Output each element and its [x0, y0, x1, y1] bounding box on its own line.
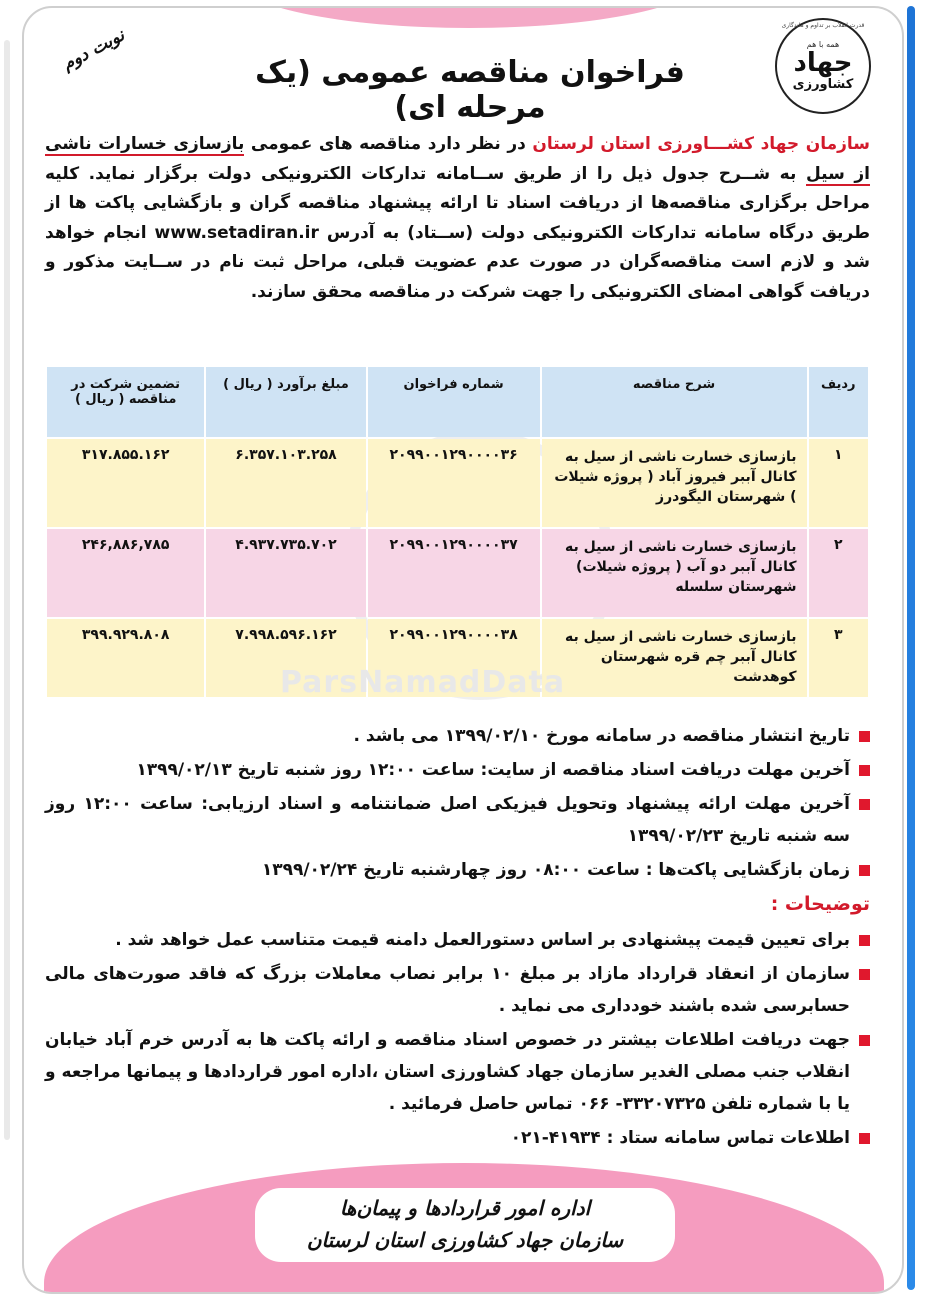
cell-number: ۲۰۹۹۰۰۱۲۹۰۰۰۰۳۸ — [368, 619, 540, 697]
cell-guarantee: ۳۱۷.۸۵۵.۱۶۲ — [47, 439, 204, 527]
left-edge-stripe — [4, 40, 10, 1140]
cell-desc: بازسازی خسارت ناشی از سیل به کانال آببر چم قره شهرستان کوهدشت — [542, 619, 807, 697]
cell-desc: بازسازی خسارت ناشی از سیل به کانال آببر فیروز آباد ( پروژه شیلات ) شهرستان الیگودرز — [542, 439, 807, 527]
notes-heading: توضیحات : — [770, 893, 870, 915]
bullet-icon — [859, 935, 870, 946]
header-guarantee: تضمین شرکت در مناقصه ( ریال ) — [47, 367, 204, 437]
logo-slogan: همه با هم — [806, 40, 840, 49]
note-text: جهت دریافت اطلاعات بیشتر در خصوص اسناد مناقصه و ارائه پاکت ها به آدرس خرم آباد خیابان انقلاب جنب مصلی الغدیر سازمان جهاد کشاورزی استان ،اداره امور قراردادها و پیمانها مراجعه و یا با شماره تلفن ۳۳۲۰۷۳۲۵- ۰۶۶ تماس حاصل فرمائید . — [45, 1030, 850, 1114]
date-text: آخرین مهلت ارائه پیشنهاد وتحویل فیزیکی اصل ضمانتنامه و اسناد ارزیابی: ساعت ۱۲:۰۰ روز سه شنبه تاریخ ۱۳۹۹/۰۲/۲۳ — [45, 794, 850, 846]
right-edge-stripe — [907, 6, 915, 1290]
details-section — [45, 720, 870, 1156]
header-idx: ردیف — [809, 367, 868, 437]
intro-text-a: در نظر دارد مناقصه های عمومی — [244, 134, 533, 154]
org-name: سازمان جهاد کشـــاورزی استان لرستان — [532, 134, 870, 154]
date-item — [45, 754, 870, 786]
table-header-row — [47, 367, 868, 437]
intro-paragraph — [45, 130, 870, 307]
logo-word1: جهاد — [793, 48, 853, 78]
footer-signature — [255, 1188, 675, 1262]
cell-number: ۲۰۹۹۰۰۱۲۹۰۰۰۰۳۷ — [368, 529, 540, 617]
logo-word2: کشاورزی — [792, 77, 854, 92]
bullet-icon — [859, 969, 870, 980]
bullet-icon — [859, 1133, 870, 1144]
note-text: اطلاعات تماس سامانه ستاد : ۴۱۹۳۴-۰۲۱ — [510, 1128, 850, 1148]
cell-idx: ۲ — [809, 529, 868, 617]
bullet-icon — [859, 765, 870, 776]
table-row — [47, 529, 868, 617]
cell-guarantee: ۲۴۶,۸۸۶,۷۸۵ — [47, 529, 204, 617]
header-number: شماره فراخوان — [368, 367, 540, 437]
jahad-logo — [775, 18, 871, 114]
cell-amount: ۴.۹۳۷.۷۳۵.۷۰۲ — [206, 529, 365, 617]
date-text: آخرین مهلت دریافت اسناد مناقصه از سایت: ساعت ۱۲:۰۰ روز شنبه تاریخ ۱۳۹۹/۰۲/۱۳ — [136, 760, 850, 780]
note-text: برای تعیین قیمت پیشنهادی بر اساس دستورالعمل دامنه قیمت متناسب عمل خواهد شد . — [115, 930, 850, 950]
footer-line1: اداره امور قراردادها و پیمان‌ها — [339, 1196, 591, 1220]
date-text: تاریخ انتشار مناقصه در سامانه مورخ ۱۳۹۹/۰۲/۱۰ می باشد . — [353, 726, 850, 746]
cell-idx: ۳ — [809, 619, 868, 697]
bullet-icon — [859, 799, 870, 810]
date-item — [45, 720, 870, 752]
cell-amount: ۶.۳۵۷.۱۰۳.۲۵۸ — [206, 439, 365, 527]
intro-topic: بازسازی خسارات ناشی از سیل — [45, 134, 871, 184]
date-item — [45, 788, 870, 852]
note-item — [45, 1024, 870, 1120]
note-text: سازمان از انعقاد قرارداد مازاد بر مبلغ ۱۰ برابر نصاب معاملات بزرگ که فاقد صورت‌های مالی حسابرسی شده باشند خودداری می نماید . — [45, 964, 850, 1016]
table-row — [47, 439, 868, 527]
note-item — [45, 958, 870, 1022]
round-label: نوبت دوم — [59, 25, 128, 75]
cell-idx: ۱ — [809, 439, 868, 527]
header-amount: مبلغ برآورد ( ریال ) — [206, 367, 365, 437]
note-item — [45, 924, 870, 956]
date-item — [45, 854, 870, 886]
top-decoration — [234, 6, 704, 28]
bullet-icon — [859, 731, 870, 742]
cell-amount: ۷.۹۹۸.۵۹۶.۱۶۲ — [206, 619, 365, 697]
cell-desc: بازسازی خسارت ناشی از سیل به کانال آببر دو آب ( پروژه شیلات) شهرستان سلسله — [542, 529, 807, 617]
cell-guarantee: ۳۹۹.۹۲۹.۸۰۸ — [47, 619, 204, 697]
cell-number: ۲۰۹۹۰۰۱۲۹۰۰۰۰۳۶ — [368, 439, 540, 527]
tender-table — [45, 365, 870, 699]
logo-arc-text: قدرت انقلاب بر تداوم و ماندگاری — [781, 22, 865, 29]
intro-text-b: به شــرح جدول ذیل را از طریق ســامانه تدارکات الکترونیکی دولت برگزار نماید. کلیه مراحل برگزاری مناقصه‌ها از دریافت اسناد تا ارائه پیشنهاد مناقصه گران و بازگشایی پاکت ها از طریق درگاه سامانه تدارکات الکترونیکی دولت (ســتاد) به آدرس www.setadiran.ir انجام خواهد شد و لازم است مناقصه‌گران در صورت عدم عضویت قبلی، مراحل ثبت نام در ســایت مذکور و دریافت گواهی امضای الکترونیکی را جهت شرکت در مناقصه محقق سازند. — [45, 163, 870, 302]
watermark-text: ParsNamadData — [280, 665, 566, 700]
bullet-icon — [859, 865, 870, 876]
note-item — [45, 1122, 870, 1154]
footer-line2: سازمان جهاد کشاورزی استان لرستان — [306, 1228, 624, 1252]
page-title: فراخوان مناقصه عمومی (یک مرحله ای) — [255, 55, 685, 125]
bullet-icon — [859, 1035, 870, 1046]
header-desc: شرح مناقصه — [542, 367, 807, 437]
date-text: زمان بازگشایی پاکت‌ها : ساعت ۰۸:۰۰ روز چهارشنبه تاریخ ۱۳۹۹/۰۲/۲۴ — [261, 860, 850, 880]
